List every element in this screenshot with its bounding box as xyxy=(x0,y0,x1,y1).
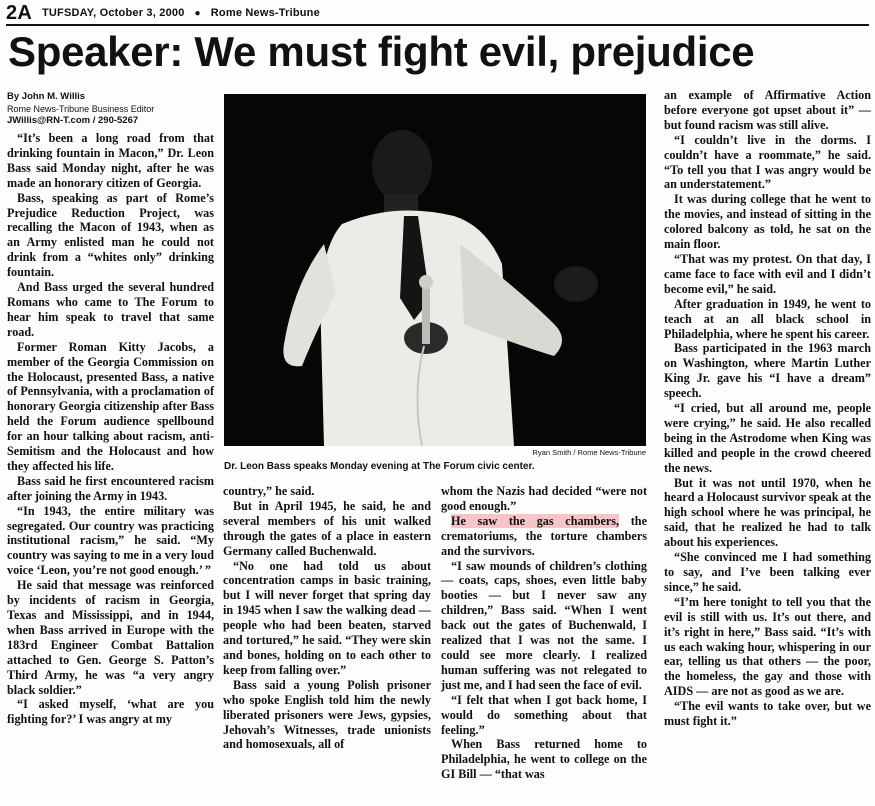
byline-title: Rome News-Tribune Business Editor xyxy=(7,104,155,114)
paragraph: When Bass returned home to Philadelphia, he went to college on the GI Bill — “that was xyxy=(441,737,647,782)
paragraph: country,” he said. xyxy=(223,484,315,498)
paragraph: But in April 1945, he said, he and several members of his unit walked through the gates of a place in eastern Germany called Buchenwald. xyxy=(223,498,431,558)
paragraph: He saw the gas chambers, the crematoriums, the torture chambers and the survivors. xyxy=(441,513,647,558)
paragraph: Bass participated in the 1963 march on Washington, where Martin Luther King Jr. gave his “I have a dream” speech. xyxy=(664,341,871,401)
paragraph: “I felt that when I got back home, I would do something about that feeling.” xyxy=(441,692,647,737)
paragraph: “She convinced me I had something to say, and I’ve been talking ever since,” he said. xyxy=(664,550,871,594)
byline-author: By John M. Willis xyxy=(7,91,86,102)
paragraph: And Bass urged the several hundred Romans who came to The Forum to hear him speak to travel that same road. xyxy=(7,280,214,339)
paragraph: “The evil wants to take over, but we must fight it.” xyxy=(664,699,871,729)
paragraph: “I couldn’t live in the dorms. I couldn’t have a roommate,” he said. “To tell you that I was angry would be an understatement.” xyxy=(664,132,871,192)
highlighted-text: He saw the gas chambers, xyxy=(451,513,620,528)
headline: Speaker: We must fight evil, prejudice xyxy=(8,28,755,75)
article-column-4 xyxy=(664,88,871,729)
paragraph: “I’m here tonight to tell you that the evil is still with us. It’s out there, and it’s right in here,” Bass said. “It’s with us each waking hour, whispering in our ear, telling us that others — the poor, the homeless, the gay and those with AIDS — are not as good as we are. xyxy=(664,594,871,699)
paragraph: “I cried, but all around me, people were crying,” he said. He also recalled being in the Astrodome when King was killed and people in the crowd cheered the news. xyxy=(664,401,871,475)
byline xyxy=(7,91,214,127)
paragraph: “I saw mounds of children’s clothing — coats, caps, shoes, even little baby booties — but I never saw any children,” Bass said. “When I went back out the gates of Buchenwald, I realized that I was not the same. I could see more clearly. I realized human suffering was not relegated to just me, and I had seen the face of evil. xyxy=(441,558,647,692)
paragraph: “In 1943, the entire military was segregated. Our country was practicing institutional racism,” he said. “My country was saying to me in a very loud voice ‘Leon, you’re not good enough.’ ” xyxy=(7,503,214,578)
paragraph: Former Roman Kitty Jacobs, a member of the Georgia Commission on the Holocaust, presented Bass, a native of Pennsylvania, with a proclamation of honorary Georgia citizenship after Bass held the Forum audience spellbound for an hour talking about racism, anti-Semitism and the Holocaust and how they affected his life. xyxy=(7,339,214,473)
page-folio xyxy=(6,2,869,26)
paragraph: After graduation in 1949, he went to teach at an all black school in Philadelphia, where he spent his career. xyxy=(664,296,871,341)
page-number: 2A xyxy=(6,1,32,24)
paragraph: Bass said a young Polish prisoner who spoke English told him the newly liberated prisoners were Jews, gypsies, Jehovah’s Witnesses, trade unionists and homosexuals, all of xyxy=(223,677,431,752)
article-column-3 xyxy=(441,484,647,782)
paragraph: It was during college that he went to the movies, and instead of sitting in the colored balcony as told, he sat on the main floor. xyxy=(664,192,871,252)
paragraph: “I asked myself, ‘what are you fighting for?’ I was angry at my xyxy=(7,697,214,727)
paragraph: “No one had told us about concentration camps in basic training, but I will never forget that spring day in 1945 when I saw the walking dead — people who had been beaten, starved and tortured,” he said. “They were skin and bones, holding on to each other to keep from falling over.” xyxy=(223,558,431,677)
paragraph: whom the Nazis had decided “were not good enough.” xyxy=(441,484,647,513)
photo-credit: Ryan Smith / Rome News-Tribune xyxy=(532,448,646,457)
paragraph: an example of Affirmative Action before everyone got upset about it” — but found racism was still alive. xyxy=(664,88,871,132)
paragraph: “That was my protest. On that day, I came face to face with evil and I didn’t become evil,” he said. xyxy=(664,251,871,296)
paragraph: He said that message was reinforced by incidents of racism in Georgia, Texas and Mississippi, and in 1944, when Bass arrived in Europe with the 183rd Engineer Combat Battalion attached to Gen. George S. Patton’s Third Army, he was “a very angry black soldier.” xyxy=(7,578,214,697)
photo-caption: Dr. Leon Bass speaks Monday evening at The Forum civic center. xyxy=(224,461,535,472)
paragraph: Bass, speaking as part of Rome’s Prejudice Reduction Project, was recalling the Macon of 1943, when as an Army enlisted man he could not drink from a “whites only” drinking fountain. xyxy=(7,190,214,280)
newspaper-name: Rome News-Tribune xyxy=(210,7,320,19)
article-column-2 xyxy=(223,484,431,752)
article-column-1 xyxy=(7,91,214,727)
paragraph: Bass said he first encountered racism after joining the Army in 1943. xyxy=(7,473,214,503)
paragraph: “It’s been a long road from that drinking fountain in Macon,” Dr. Leon Bass said Monday night, after he was made an honorary citizen of Georgia. xyxy=(7,131,214,190)
issue-date: TUFSDAY, October 3, 2000 xyxy=(41,7,185,19)
bullet-icon: ● xyxy=(194,7,201,19)
speaker-photo xyxy=(224,94,646,446)
speaker-silhouette-image xyxy=(224,94,646,446)
byline-contact: JWillis@RN-T.com / 290-5267 xyxy=(7,115,139,126)
paragraph: But it was not until 1970, when he heard a Holocaust survivor speak at the high school where he was principal, he said, that he realized he had to talk about his experiences. xyxy=(664,475,871,550)
